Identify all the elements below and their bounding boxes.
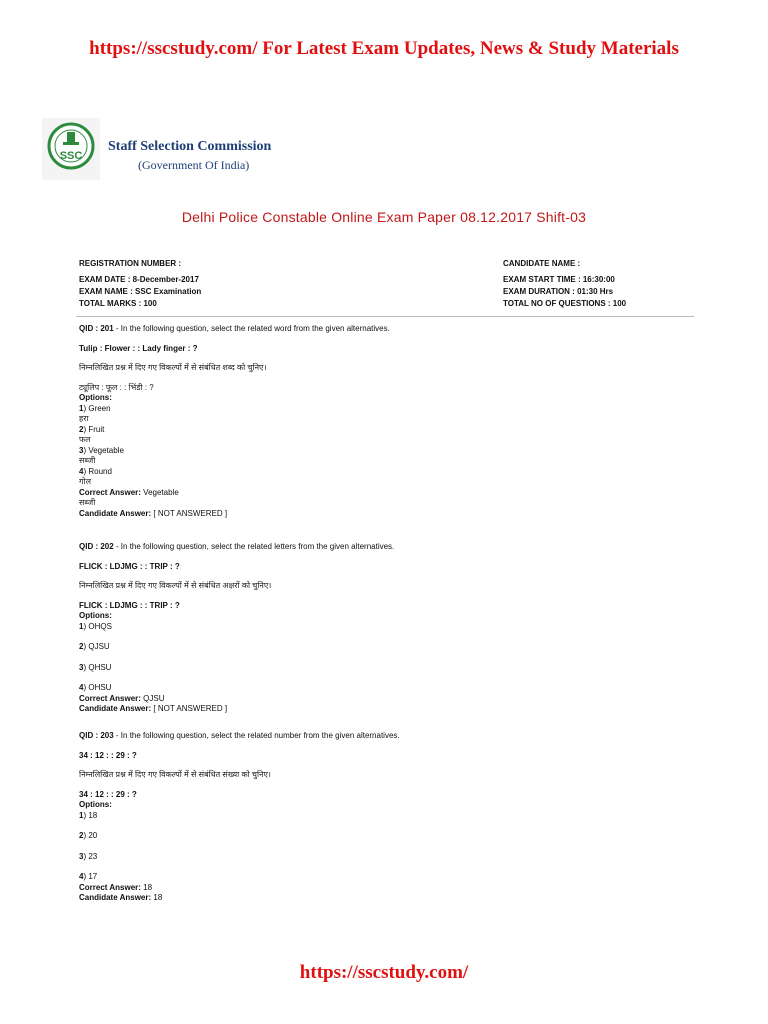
exam-start-time: EXAM START TIME : 16:30:00 (503, 275, 615, 284)
correct-answer: Correct Answer: 18 (79, 882, 153, 892)
qid-label: QID : 201 (79, 324, 114, 333)
registration-number: REGISTRATION NUMBER : (79, 259, 182, 268)
bottom-banner-link[interactable]: https://sscstudy.com/ (299, 962, 469, 983)
organization-header (108, 139, 271, 173)
options-label: Options: (79, 611, 112, 620)
question-stem: 34 : 12 : : 29 : ? (79, 750, 137, 760)
option-2: 2) Fruit (79, 424, 105, 434)
hindi-stem: 34 : 12 : : 29 : ? (79, 789, 137, 799)
question-prompt: - In the following question, select the related word from the given alternatives. (113, 324, 390, 333)
option-2-hindi: फल (79, 435, 91, 444)
ssc-logo (42, 118, 100, 180)
option-3: 3) 23 (79, 851, 98, 861)
hindi-prompt: निम्नलिखित प्रश्न में दिए गए विकल्पों में से संबंधित अक्षरों को चुनिए। (79, 581, 272, 590)
correct-answer: Correct Answer: Vegetable (79, 487, 179, 497)
option-1: 1) 18 (79, 810, 98, 820)
question-prompt: - In the following question, select the related number from the given alternatives. (113, 731, 400, 740)
hindi-stem: ट्यूलिप : फूल : : भिंडी : ? (79, 382, 154, 392)
total-questions: TOTAL NO OF QUESTIONS : 100 (503, 299, 627, 308)
option-1: 1) OHQS (79, 621, 112, 631)
correct-answer: Correct Answer: QJSU (79, 693, 165, 703)
candidate-answer: Candidate Answer: 18 (79, 893, 163, 902)
logo-text: SSC (59, 150, 83, 162)
option-3: 3) QHSU (79, 662, 112, 672)
paper-title: Delhi Police Constable Online Exam Paper 08.12.2017 Shift-03 (181, 209, 587, 225)
correct-answer-hindi: सब्जी (79, 498, 96, 507)
divider (76, 316, 694, 317)
option-4: 4) Round (79, 466, 112, 476)
option-1: 1) Green (79, 403, 111, 413)
exam-name: EXAM NAME : SSC Examination (79, 287, 202, 296)
question-201 (79, 324, 390, 519)
exam-duration: EXAM DURATION : 01:30 Hrs (503, 287, 614, 296)
options-label: Options: (79, 393, 112, 402)
question-202 (79, 542, 394, 715)
hindi-prompt: निम्नलिखित प्रश्न में दिए गए विकल्पों में से संबंधित संख्या को चुनिए। (79, 770, 271, 779)
option-4-hindi: गोल (79, 477, 91, 486)
qid-label: QID : 203 (79, 731, 114, 740)
option-2: 2) QJSU (79, 642, 110, 651)
org-subtitle: (Government Of India) (138, 158, 250, 172)
qid-label: QID : 202 (79, 542, 114, 551)
exam-meta-left (79, 258, 201, 310)
option-2: 2) 20 (79, 831, 98, 840)
option-4: 4) OHSU (79, 683, 112, 692)
question-stem: FLICK : LDJMG : : TRIP : ? (79, 561, 180, 571)
candidate-answer: Candidate Answer: [ NOT ANSWERED ] (79, 508, 228, 518)
hindi-prompt: निम्नलिखित प्रश्न में दिए गए विकल्पों में से संबंधित शब्द को चुनिए। (79, 363, 267, 372)
exam-date: EXAM DATE : 8-December-2017 (79, 275, 199, 284)
candidate-name: CANDIDATE NAME : (503, 259, 581, 268)
option-1-hindi: हरा (79, 414, 89, 423)
question-203 (79, 731, 400, 904)
candidate-answer: Candidate Answer: [ NOT ANSWERED ] (79, 704, 228, 713)
total-marks: TOTAL MARKS : 100 (79, 299, 157, 308)
question-prompt: - In the following question, select the related letters from the given alternatives. (113, 542, 395, 551)
exam-meta-right (503, 258, 626, 310)
option-4: 4) 17 (79, 872, 98, 881)
hindi-stem: FLICK : LDJMG : : TRIP : ? (79, 600, 180, 610)
question-stem: Tulip : Flower : : Lady finger : ? (79, 343, 198, 353)
top-banner-link[interactable]: https://sscstudy.com/ For Latest Exam Updates, News & Study Materials (89, 38, 679, 59)
org-name: Staff Selection Commission (108, 139, 272, 154)
option-3-hindi: सब्जी (79, 456, 96, 465)
options-label: Options: (79, 800, 112, 809)
option-3: 3) Vegetable (79, 445, 124, 455)
